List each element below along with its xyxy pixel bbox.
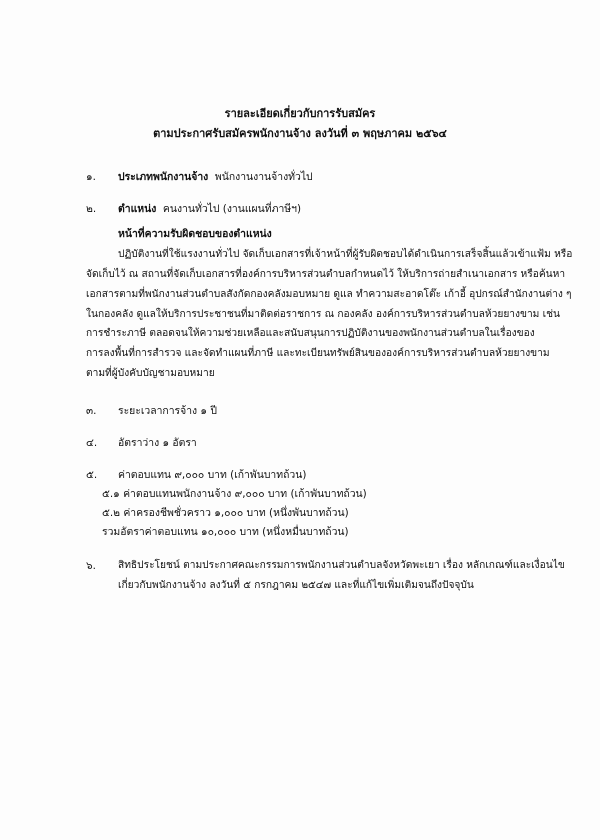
item-3-text: ระยะเวลาการจ้าง ๑ ปี bbox=[118, 405, 217, 417]
duties-line-5: การชำระภาษี ตลอดจนให้ความช่วยเหลือและสนับสนุนการปฏิบัติงานของพนักงานส่วนตำบลในเรื่องของ bbox=[86, 328, 535, 339]
item-5-line-3: ๕.๒ ค่าครองชีพชั่วคราว ๑,๐๐๐ บาท (หนึ่งพันบาทถ้วน) bbox=[102, 507, 349, 519]
item-6-number: ๖. bbox=[86, 560, 96, 572]
item-6-line-1: สิทธิประโยชน์ ตามประกาศคณะกรรมการพนักงานส่วนตำบลจังหวัดพะเยา เรื่อง หลักเกณฑ์และเงื่อนไข bbox=[118, 560, 565, 571]
item-2-text: คนงานทั่วไป (งานแผนที่ภาษีฯ) bbox=[162, 203, 302, 215]
duties-line-2: จัดเก็บไว้ ณ สถานที่จัดเก็บเอกสารที่องค์การบริหารส่วนตำบลกำหนดไว้ ให้บริการถ่ายสำเนาเอกสาร หรือค้นหา bbox=[86, 269, 566, 280]
item-1-number: ๑. bbox=[86, 171, 96, 183]
item-3-number: ๓. bbox=[86, 405, 97, 417]
duties-line-1: ปฏิบัติงานที่ใช้แรงงานทั่วไป จัดเก็บเอกสารที่เจ้าหน้าที่ผู้รับผิดชอบได้ดำเนินการเสร็จสิ้นแล้วเข้าแฟ้ม หรือ bbox=[118, 249, 573, 260]
item-1-label: ประเภทพนักงานจ้าง bbox=[118, 171, 209, 183]
document-subtitle: ตามประกาศรับสมัครพนักงานจ้าง ลงวันที่ ๓ พฤษภาคม ๒๕๖๔ bbox=[153, 127, 447, 140]
item-1-text: พนักงานงานจ้างทั่วไป bbox=[214, 171, 313, 183]
item-5-number: ๕. bbox=[86, 469, 98, 481]
item-5-line-4: รวมอัตราค่าตอบแทน ๑๐,๐๐๐ บาท (หนึ่งหมื่นบาทถ้วน) bbox=[102, 526, 349, 538]
duties-heading: หน้าที่ความรับผิดชอบของตำแหน่ง bbox=[118, 228, 272, 240]
item-1 bbox=[118, 168, 313, 185]
item-2 bbox=[118, 200, 301, 217]
item-6-line-2: เกี่ยวกับพนักงานจ้าง ลงวันที่ ๕ กรกฎาคม ๒๕๔๗ และที่แก้ไขเพิ่มเติมจนถึงปัจจุบัน bbox=[118, 580, 474, 591]
item-5-line-1: ค่าตอบแทน ๙,๐๐๐ บาท (เก้าพันบาทถ้วน) bbox=[118, 469, 307, 481]
duties-line-7: ตามที่ผู้บังคับบัญชามอบหมาย bbox=[86, 368, 215, 379]
item-2-label: ตำแหน่ง bbox=[118, 203, 157, 215]
item-4-number: ๔. bbox=[86, 437, 98, 449]
document-title: รายละเอียดเกี่ยวกับการรับสมัคร bbox=[224, 107, 376, 120]
duties-line-3: เอกสารตามที่พนักงานส่วนตำบลสังกัดกองคลังมอบหมาย ดูแล ทำความสะอาดโต๊ะ เก้าอี้ อุปกรณ์สำนักงานต่าง ๆ bbox=[86, 289, 572, 300]
item-4-text: อัตราว่าง ๑ อัตรา bbox=[118, 437, 197, 449]
item-2-number: ๒. bbox=[86, 203, 97, 215]
item-5-line-2: ๕.๑ ค่าตอบแทนพนักงานจ้าง ๙,๐๐๐ บาท (เก้าพันบาทถ้วน) bbox=[102, 488, 367, 500]
duties-line-4: ในกองคลัง ดูแลให้บริการประชาชนที่มาติดต่อราชการ ณ กองคลัง องค์การบริหารส่วนตำบลห้วยยางขาม เช่น bbox=[86, 309, 560, 320]
duties-line-6: การลงพื้นที่การสำรวจ และจัดทำแผนที่ภาษี และทะเบียนทรัพย์สินขององค์การบริหารส่วนตำบลห้วยยางขาม bbox=[86, 348, 550, 359]
